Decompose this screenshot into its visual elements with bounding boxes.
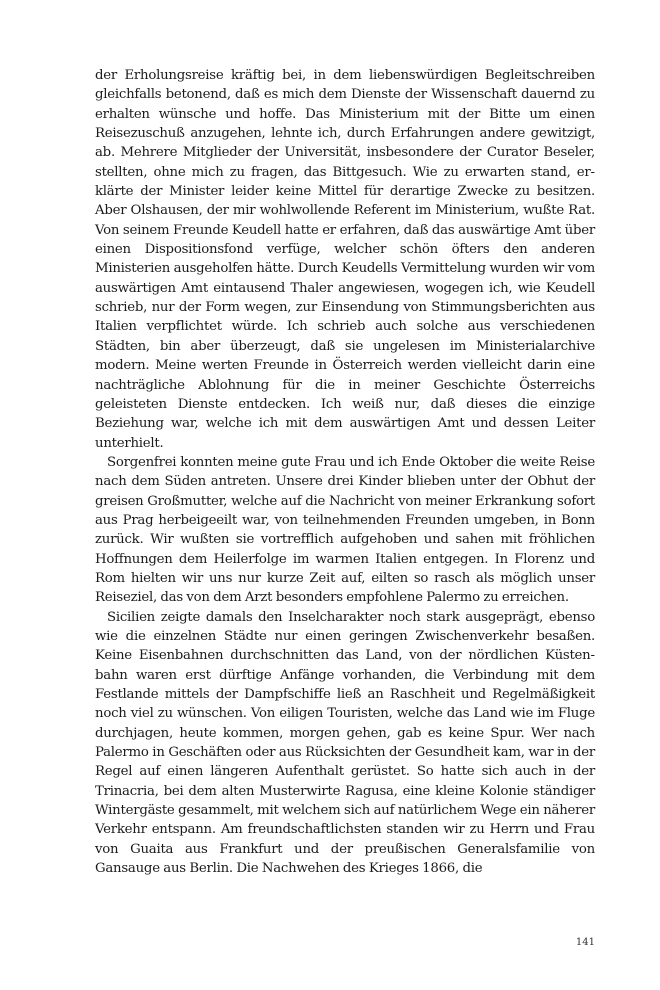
body-text — [95, 66, 595, 878]
paragraph-3: Sicilien zeigte damals den Inselcharakter noch stark ausgeprägt, ebenso wie die einzelnen Städte nur einen geringen Zwischenverkehr besaßen. Keine Eisenbahnen durchschnitten das Land, von der nördlichen Küstenbahn waren erst dürftige Anfänge vorhanden, die Verbindung mit dem Festlande mittels der Dampfschiffe ließ an Raschheit und Regelmäßigkeit noch viel zu wünschen. Von eiligen Touristen, welche das Land wie im Fluge durchjagen, heute kommen, morgen gehen, gab es keine Spur. Wer nach Palermo in Geschäften oder aus Rücksichten der Gesundheit kam, war in der Regel auf einen längeren Aufenthalt gerüstet. So hatte sich auch in der Trinacria, bei dem alten Musterwirte Ragusa, eine kleine Kolonie ständiger Wintergäste gesammelt, mit welchem sich auf natürlichem Wege ein näherer Verkehr entspann. Am freundschaftlichsten standen wir zu Herrn und Frau von Guaita aus Frankfurt und der preußischen Generalsfamilie von Gansauge aus Berlin. Die Nachwehen des Krieges 1866, die — [95, 609, 595, 877]
paragraph-2: Sorgenfrei konnten meine gute Frau und ich Ende Oktober die weite Reise nach dem Süden antreten. Unsere drei Kinder blieben unter der Obhut der greisen Großmutter, welche auf die Nachricht von meiner Erkrankung sofort aus Prag herbeigeeilt war, von teilnehmenden Freunden umgeben, in Bonn zurück. Wir wußten sie vortrefflich aufgehoben und sahen mit fröhlichen Hoffnungen dem Heilerfolge im warmen Italien entgegen. In Florenz und Rom hielten wir uns nur kurze Zeit auf, eilten so rasch als möglich unser Reiseziel, das von dem Arzt besonders empfohlene Palermo zu erreichen. — [95, 454, 595, 606]
page-number: 141 — [575, 937, 595, 948]
paragraph-1: der Erholungsreise kräftig bei, in dem liebenswürdigen Begleitschreiben gleichfalls betonend, daß es mich dem Dienste der Wissenschaft dauernd zu erhalten wünsche und hoffe. Das Ministerium mit der Bitte um einen Reisezuschuß anzugehen, lehnte ich, durch Erfahrungen andere gewitzigt, ab. Mehrere Mitglieder der Universität, insbesondere der Curator Beseler, stellten, ohne mich zu fragen, das Bittgesuch. Wie zu erwarten stand, erklärte der Minister leider keine Mittel für derartige Zwecke zu besitzen. Aber Olshausen, der mir wohlwollende Referent im Ministerium, wußte Rat. Von seinem Freunde Keudell hatte er erfahren, daß das auswärtige Amt über einen Dispositionsfond verfüge, welcher schön öfters den anderen Ministerien ausgeholfen hätte. Durch Keudells Vermittelung wurden wir vom auswärtigen Amt eintausend Thaler angewiesen, wogegen ich, wie Keudell schrieb, nur der Form wegen, zur Einsendung von Stimmungsberichten aus Italien verpflichtet würde. Ich schrieb auch solche aus verschiedenen Städten, bin aber überzeugt, daß sie ungelesen im Ministerialarchive modern. Meine werten Freunde in Österreich werden vielleicht darin eine nachträgliche Ablohnung für die in meiner Geschichte Österreichs geleisteten Dienste entdecken. Ich weiß nur, daß dieses die einzige Beziehung war, welche ich mit dem auswärtigen Amt und dessen Leiter unterhielt. — [95, 68, 595, 451]
